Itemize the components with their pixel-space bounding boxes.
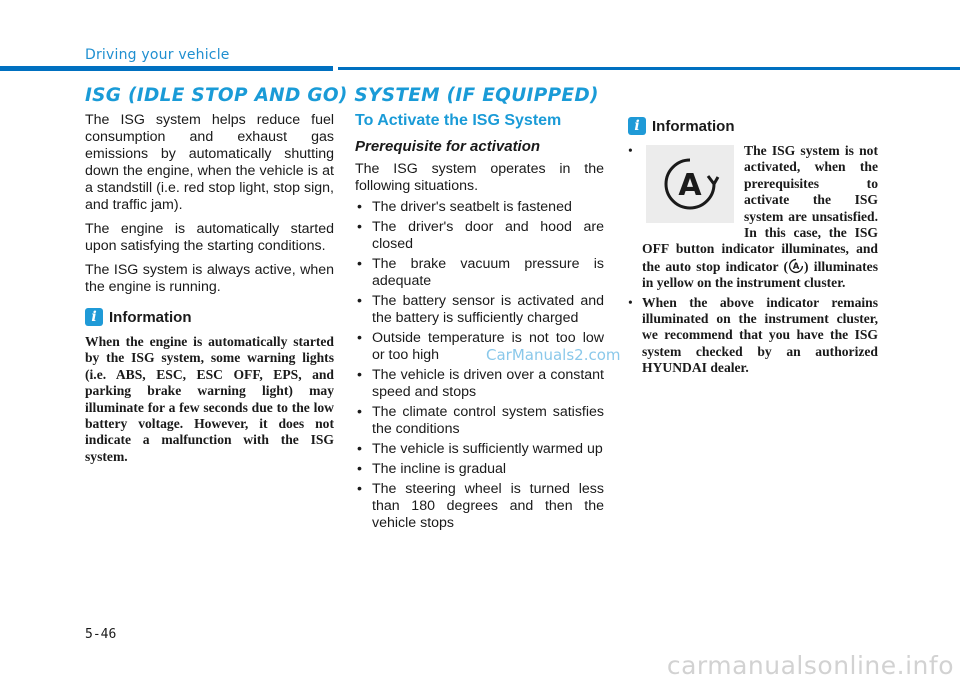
list-item: • When the above indicator remains illuminated on the instrument cluster, we recommend that you have the ISG system checked by an authorized HYUNDAI dealer. bbox=[628, 295, 878, 377]
paragraph: The ISG system helps reduce fuel consumption and exhaust gas emissions by automatically shutting down the engine, when the vehicle is at a standstill (i.e. red stop light, stop sign, and traffic jam). bbox=[85, 112, 334, 213]
paragraph: The engine is automatically started upon satisfying the starting conditions. bbox=[85, 221, 334, 254]
chapter-title: ISG (IDLE STOP AND GO) SYSTEM (IF EQUIPPED) bbox=[85, 85, 599, 106]
watermark: CarManuals2.com bbox=[486, 346, 621, 364]
list-item: • The climate control system satisfies the conditions bbox=[355, 404, 604, 438]
auto-stop-icon bbox=[660, 154, 720, 214]
info-header bbox=[628, 117, 878, 135]
list-item: • The driver's door and hood are closed bbox=[355, 219, 604, 253]
prerequisite-list bbox=[355, 199, 604, 532]
info-icon: i bbox=[628, 117, 646, 135]
info-text: When the engine is automatically started by the ISG system, some warning lights (i.e. ABS, ESC, ESC OFF, EPS, and parking brake warning light) may illuminate for a few seconds due to the low battery voltage. However, it does not indicate a malfunction with the ISG system. bbox=[85, 334, 334, 464]
section-header: Driving your vehicle bbox=[85, 47, 230, 63]
paragraph: The ISG system is always active, when the engine is running. bbox=[85, 262, 334, 295]
list-item: • The driver's seatbelt is fastened bbox=[355, 199, 604, 216]
header-rule-thin bbox=[338, 67, 960, 70]
list-item: • The incline is gradual bbox=[355, 461, 604, 478]
info-list bbox=[628, 143, 878, 377]
svg-text:A: • A bbox=[678, 168, 702, 203]
svg-text:A: A bbox=[792, 262, 800, 273]
auto-stop-indicator-image bbox=[646, 145, 734, 223]
footer-watermark[interactable]: carmanualsonline.info bbox=[666, 651, 954, 680]
list-item: • The brake vacuum pressure is adequate bbox=[355, 256, 604, 290]
subsection-heading: Prerequisite for activation bbox=[355, 138, 541, 155]
column-right bbox=[628, 112, 878, 380]
column-left bbox=[85, 112, 334, 465]
page-number: 5-46 bbox=[85, 627, 117, 642]
list-item bbox=[628, 143, 878, 292]
info-text: The ISG system is not activated, when the prerequisites to activate the ISG system are unsatisfied. In this case, the ISG OFF button indicator illuminates, and the auto stop indicator ( bbox=[642, 143, 878, 274]
list-item: • The steering wheel is turned less than 180 degrees and then the vehicle stops bbox=[355, 481, 604, 532]
list-item: • The vehicle is sufficiently warmed up bbox=[355, 441, 604, 458]
column-middle bbox=[355, 112, 604, 535]
info-title: Information bbox=[652, 117, 735, 135]
info-icon: i bbox=[85, 308, 103, 326]
list-item: • The battery sensor is activated and the battery is sufficiently charged bbox=[355, 293, 604, 327]
info-title: Information bbox=[109, 308, 192, 326]
info-text: ) illuminates in yellow on the instrument cluster. bbox=[642, 258, 879, 291]
intro-paragraph: The ISG system operates in the following situations. bbox=[355, 161, 604, 194]
list-item: • Outside temperature is not too low or too high bbox=[355, 330, 604, 364]
info-header bbox=[85, 308, 334, 326]
header-rule-thick bbox=[0, 66, 333, 71]
section-heading: To Activate the ISG System bbox=[355, 112, 562, 129]
auto-stop-icon bbox=[788, 258, 804, 274]
list-item: • The vehicle is driven over a constant speed and stops bbox=[355, 367, 604, 401]
